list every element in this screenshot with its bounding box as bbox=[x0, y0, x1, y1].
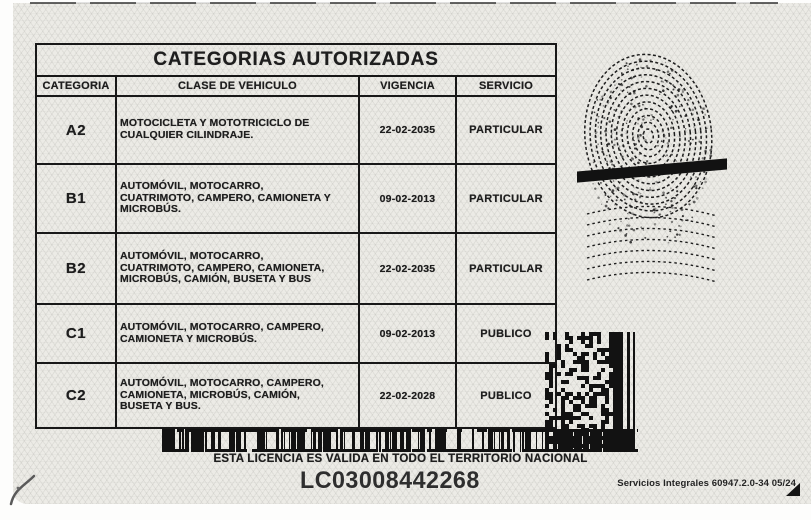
category-cell: B1 bbox=[37, 165, 117, 234]
validity-cell: 09-02-2013 bbox=[360, 165, 457, 234]
service-cell: PARTICULAR bbox=[457, 234, 555, 305]
service-cell: PARTICULAR bbox=[457, 165, 555, 234]
vehicle-class-text: AUTOMÓVIL, MOTOCARRO, CAMPERO, CAMIONETA Y MICROBÚS. bbox=[120, 320, 324, 345]
validity-cell: 09-02-2013 bbox=[360, 305, 457, 364]
corner-mark-icon bbox=[786, 483, 800, 496]
header-categoria: CATEGORIA bbox=[37, 77, 117, 97]
fingerprint-icon bbox=[577, 48, 727, 300]
category-cell: C1 bbox=[37, 305, 117, 364]
license-number: LC03008442268 bbox=[300, 467, 480, 494]
vehicle-class-cell bbox=[117, 305, 360, 364]
validity-cell: 22-02-2028 bbox=[360, 364, 457, 427]
vehicle-class-cell bbox=[117, 364, 360, 427]
category-cell: C2 bbox=[37, 364, 117, 427]
validity-cell: 22-02-2035 bbox=[360, 234, 457, 305]
vehicle-class-text: AUTOMÓVIL, MOTOCARRO, CAMPERO, CAMIONETA, MICROBÚS, CAMIÓN, BUSETA Y BUS. bbox=[120, 376, 324, 413]
validity-cell: 22-02-2035 bbox=[360, 97, 457, 165]
barcode-1d-icon bbox=[162, 429, 638, 452]
vehicle-class-cell bbox=[117, 97, 360, 165]
vehicle-class-text: MOTOCICLETA Y MOTOTRICICLO DE CUALQUIER CILINDRAJE. bbox=[120, 117, 310, 141]
service-cell: PUBLICO bbox=[480, 389, 532, 402]
service-cell: PUBLICO bbox=[457, 305, 555, 364]
category-cell: B2 bbox=[37, 234, 117, 305]
vehicle-class-cell bbox=[117, 165, 360, 234]
validity-note: ESTA LICENCIA ES VALIDA EN TODO EL TERRITORIO NACIONAL bbox=[213, 453, 588, 465]
pen-stroke-icon bbox=[4, 472, 46, 514]
header-servicio: SERVICIO bbox=[457, 77, 555, 97]
vehicle-class-cell bbox=[117, 234, 360, 305]
authorized-categories-table bbox=[35, 43, 557, 429]
header-clase-de-vehiculo: CLASE DE VEHICULO bbox=[117, 77, 360, 97]
table-title: CATEGORIAS AUTORIZADAS bbox=[37, 45, 555, 77]
card-top-edge bbox=[30, 2, 778, 4]
category-cell: A2 bbox=[37, 97, 117, 165]
service-cell: PARTICULAR bbox=[457, 97, 555, 165]
vehicle-class-text: AUTOMÓVIL, MOTOCARRO, CUATRIMOTO, CAMPERO, CAMIONETA, MICROBÚS, CAMIÓN, BUSETA Y BUS bbox=[120, 249, 325, 286]
header-vigencia: VIGENCIA bbox=[360, 77, 457, 97]
vehicle-class-text: AUTOMÓVIL, MOTOCARRO, CUATRIMOTO, CAMPERO, CAMIONETA Y MICROBÚS. bbox=[120, 179, 331, 216]
provider-note: Servicios Integrales 60947.2.0-34 05/24 bbox=[617, 478, 796, 489]
